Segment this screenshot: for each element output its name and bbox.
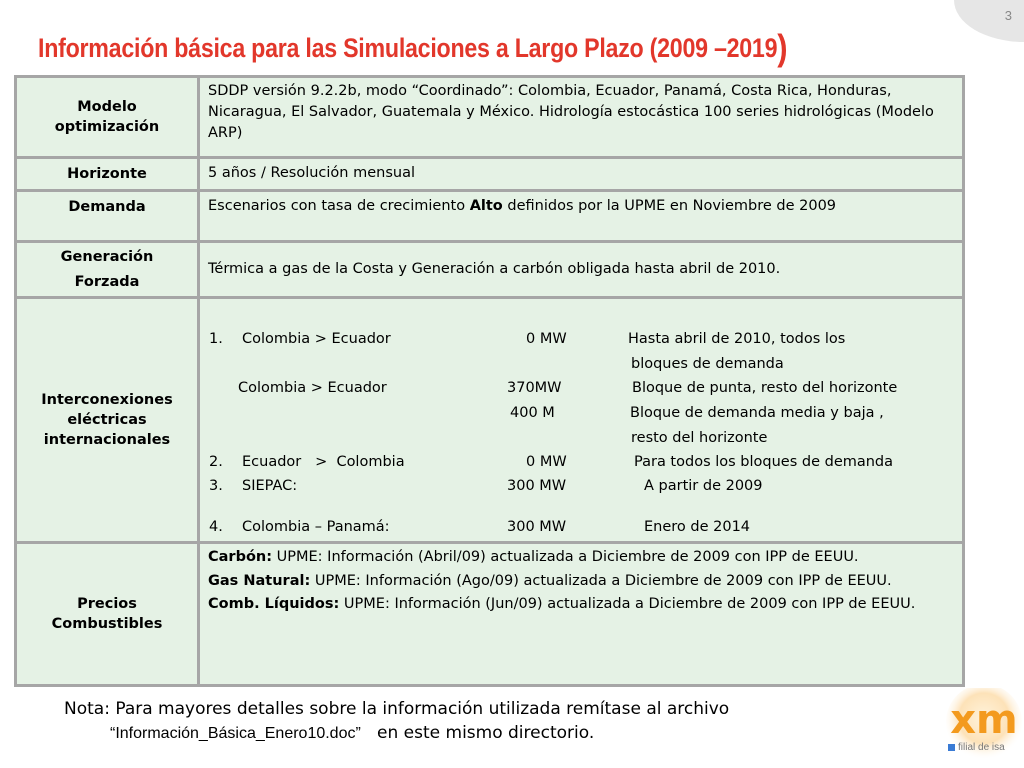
ic2-mw: 0 MW: [526, 454, 567, 470]
ic3-desc: A partir de 2009: [644, 478, 763, 494]
value-horizonte-text: 5 años / Resolución mensual: [208, 165, 415, 181]
footnote-filename: “Información_Básica_Enero10.doc”: [110, 725, 361, 742]
ic4-route: Colombia – Panamá:: [242, 519, 390, 535]
value-generacion: [200, 243, 962, 296]
footnote: [64, 697, 729, 746]
label-modelo-text: Modelo optimización: [54, 99, 160, 135]
ic2-num: 2.: [209, 454, 223, 470]
ic4-num: 4.: [209, 519, 223, 535]
label-horizonte-text: Horizonte: [67, 166, 147, 182]
label-demanda: [17, 192, 197, 240]
label-generacion-text-1: Generación: [60, 248, 154, 265]
ic1c-desc-2: resto del horizonte: [631, 430, 768, 446]
slide-title: [38, 24, 838, 66]
precios-gas-text: UPME: Información (Ago/09) actualizada a Diciembre de 2009 con IPP de EEUU.: [310, 572, 892, 589]
value-horizonte: [200, 159, 962, 189]
ic1c-mw: 400 M: [510, 405, 555, 421]
title-close-paren: ): [777, 27, 788, 68]
label-demanda-text: Demanda: [68, 199, 146, 215]
ic3-num: 3.: [209, 478, 223, 494]
value-demanda-before: Escenarios con tasa de crecimiento: [208, 198, 470, 214]
ic1-num: 1.: [209, 331, 223, 347]
label-modelo: [17, 78, 197, 156]
footnote-line-1: Nota: Para mayores detalles sobre la información utilizada remítase al archivo: [64, 699, 730, 719]
precios-carbon-text: UPME: Información (Abril/09) actualizada a Diciembre de 2009 con IPP de EEUU.: [272, 549, 859, 565]
ic1c-desc: Bloque de demanda media y baja ,: [630, 405, 884, 421]
logo-square-icon: [948, 744, 955, 751]
logo-tagline-text: filial de isa: [958, 742, 1005, 753]
value-demanda: [200, 192, 962, 240]
value-demanda-bold: Alto: [469, 198, 503, 214]
ic1b-desc: Bloque de punta, resto del horizonte: [632, 380, 898, 396]
value-precios: [200, 544, 962, 684]
label-interconexiones-text: Interconexiones eléctricas internacionales: [41, 392, 173, 448]
logo-tagline: [948, 742, 1005, 753]
ic1-desc-2: bloques de demanda: [631, 356, 784, 372]
precios-gas-label: Gas Natural:: [208, 572, 311, 589]
ic1-route: Colombia > Ecuador: [242, 331, 391, 347]
ic1b-route: Colombia > Ecuador: [238, 380, 387, 396]
precios-liquidos-label: Comb. Líquidos:: [208, 596, 340, 612]
ic1-desc: Hasta abril de 2010, todos los: [628, 331, 846, 347]
ic3-mw: 300 MW: [507, 478, 567, 494]
footnote-line-2: [64, 721, 729, 746]
corner-decoration: [954, 0, 1024, 42]
label-generacion-text-2: Forzada: [74, 273, 140, 290]
xm-logo: [944, 688, 1024, 768]
ic3-route: SIEPAC:: [242, 478, 298, 494]
ic1-mw: 0 MW: [526, 331, 567, 347]
label-precios-text: Precios Combustibles: [51, 596, 163, 632]
slide-number: 3: [1004, 8, 1012, 23]
ic2-desc: Para todos los bloques de demanda: [634, 454, 894, 470]
xm-logo-mark: xm: [950, 697, 1018, 743]
precios-carbon-label: Carbón:: [208, 549, 273, 565]
ic2-route: Ecuador > Colombia: [242, 454, 405, 470]
value-modelo: [200, 78, 962, 156]
value-modelo-text: SDDP versión 9.2.2b, modo “Coordinado”: Colombia, Ecuador, Panamá, Costa Rica, Honduras, Nicaragua, El Salvador, Guatemala y México. Hidrología estocástica 100 series hidrológicas (Modelo ARP): [208, 83, 934, 141]
precios-liquidos-text: UPME: Información (Jun/09) actualizada a Diciembre de 2009 con IPP de EEUU.: [339, 596, 916, 612]
value-demanda-after: definidos por la UPME en Noviembre de 2009: [502, 198, 837, 214]
footnote-line-2-rest: en este mismo directorio.: [360, 723, 595, 743]
info-table: [14, 75, 965, 687]
label-generacion: [17, 243, 197, 296]
value-interconexiones: [200, 299, 962, 541]
ic1b-mw: 370MW: [507, 380, 562, 396]
label-interconexiones: [17, 299, 197, 541]
precios-liquidos: [208, 594, 954, 615]
label-horizonte: [17, 159, 197, 189]
value-generacion-text: Térmica a gas de la Costa y Generación a carbón obligada hasta abril de 2010.: [208, 261, 781, 277]
precios-gas: [208, 571, 954, 592]
title-text: Información básica para las Simulaciones a Largo Plazo (2009 –2019: [38, 33, 778, 63]
precios-carbon: [208, 547, 954, 568]
label-precios: [17, 544, 197, 684]
ic4-mw: 300 MW: [507, 519, 567, 535]
ic4-desc: Enero de 2014: [644, 519, 751, 535]
